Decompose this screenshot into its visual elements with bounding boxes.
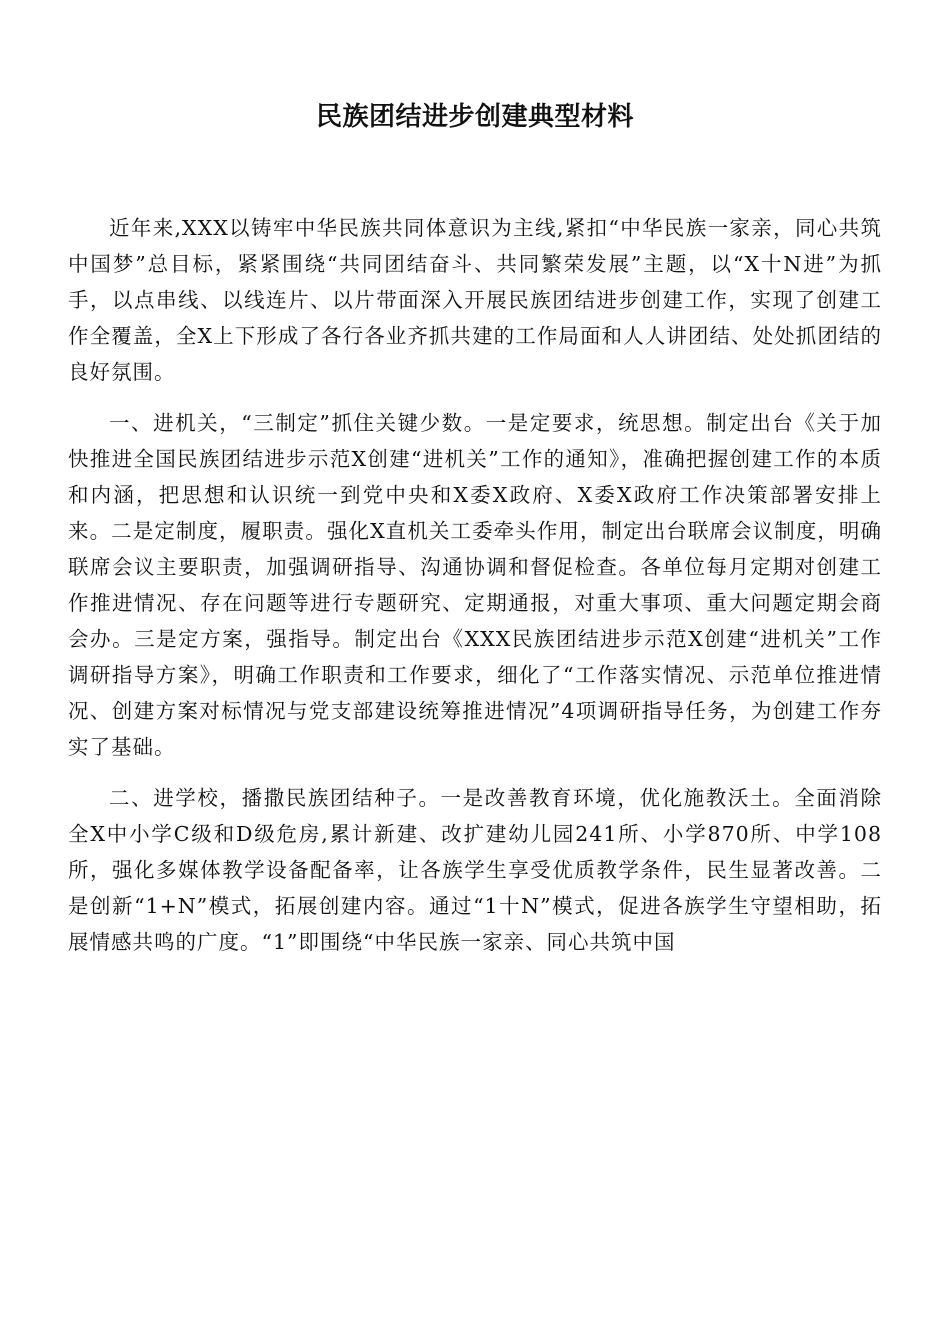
paragraph-intro: 近年来,XXX以铸牢中华民族共同体意识为主线,紧扣“中华民族一家亲，同心共筑中国梦”总目标，紧紧围绕“共同团结奋斗、共同繁荣发展”主题，以“X十N进”为抓手，以点串线、以线连片、以片带面深入开展民族团结进步创建工作，实现了创建工作全覆盖，全X上下形成了各行各业齐抓共建的工作局面和人人讲团结、处处抓团结的良好氛围。 <box>68 216 882 384</box>
document-title: 民族团结进步创建典型材料 <box>315 102 634 132</box>
paragraph-section-1: 一、进机关，“三制定”抓住关键少数。一是定要求，统思想。制定出台《关于加快推进全国民族团结进步示范X创建“进机关”工作的通知》，准确把握创建工作的本质和内涵，把思想和认识统一到党中央和X委X政府、X委X政府工作决策部署安排上来。二是定制度，履职责。强化X直机关工委牵头作用，制定出台联席会议制度，明确联席会议主要职责，加强调研指导、沟通协调和督促检查。各单位每月定期对创建工作推进情况、存在问题等进行专题研究、定期通报，对重大事项、重大问题定期会商会办。三是定方案，强指导。制定出台《XXX民族团结进步示范X创建“进机关”工作调研指导方案》，明确工作职责和工作要求，细化了“工作落实情况、示范单位推进情况、创建方案对标情况与党支部建设统筹推进情况”4项调研指导任务，为创建工作夯实了基础。 <box>68 411 882 759</box>
paragraph-section-2: 二、进学校，播撒民族团结种子。一是改善教育环境，优化施教沃土。全面消除全X中小学C级和D级危房,累计新建、改扩建幼儿园241所、小学870所、中学108所，强化多媒体教学设备配备率，让各族学生享受优质教学条件，民生显著改善。二是创新“1+N”模式，拓展创建内容。通过“1十N”模式，促进各族学生守望相助，拓展情感共鸣的广度。“1”即围绕“中华民族一家亲、同心共筑中国 <box>68 786 882 954</box>
document-body <box>68 210 882 960</box>
